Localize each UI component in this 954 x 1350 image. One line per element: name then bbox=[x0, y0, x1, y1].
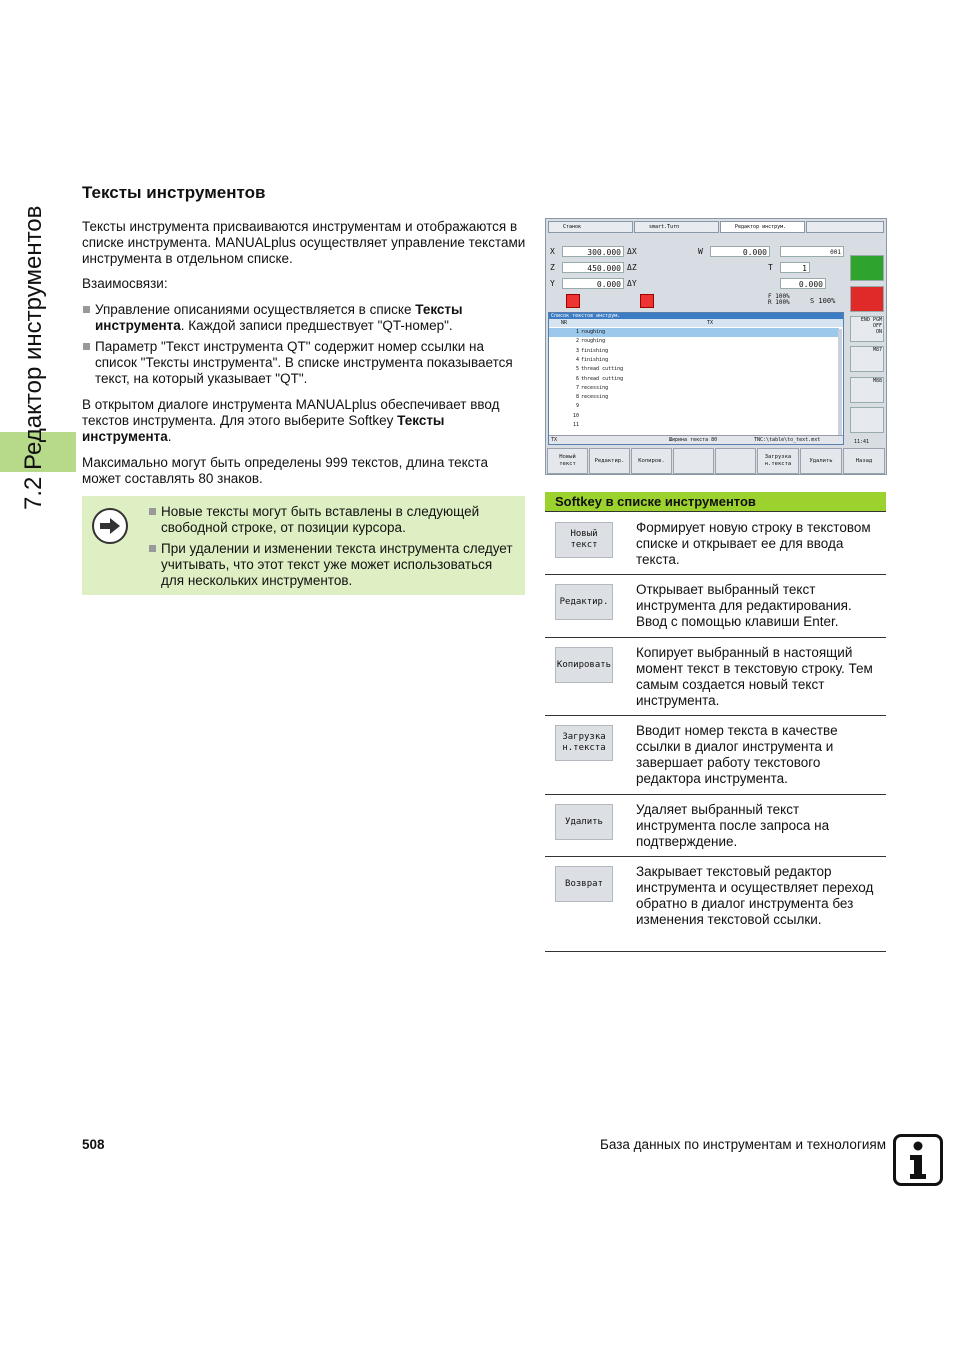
list-item-text: roughing bbox=[581, 329, 606, 335]
list-item[interactable] bbox=[549, 328, 839, 337]
table-row bbox=[545, 795, 886, 857]
spindle-2-icon bbox=[640, 294, 654, 308]
overrides: F 100% R 100% bbox=[768, 293, 790, 306]
list-item[interactable] bbox=[549, 365, 839, 374]
list-scrollbar[interactable] bbox=[838, 329, 842, 435]
softkey-new-text[interactable]: Новый текст bbox=[547, 448, 588, 474]
list-item[interactable] bbox=[549, 337, 839, 346]
list-item-number: 2 bbox=[575, 338, 579, 345]
list-item-number: 8 bbox=[575, 394, 579, 401]
list-item-number: 4 bbox=[575, 356, 579, 363]
bullet-1: Управление описаниями осуществляется в списке Тексты инструмента. Каждой записи предшествует "QT-номер". bbox=[82, 302, 527, 334]
softkey-delete-image: Удалить bbox=[555, 804, 613, 840]
list-item[interactable] bbox=[549, 384, 839, 393]
table-row-description: Удаляет выбранный текст инструмента после запроса на подтверждение. bbox=[636, 802, 830, 849]
table-row bbox=[545, 857, 886, 952]
list-header: NR TX bbox=[549, 319, 843, 327]
chapter-title: 7.2 Редактор инструментов bbox=[20, 205, 47, 510]
softkey-empty-1[interactable] bbox=[673, 448, 714, 474]
note-bullet-1: Новые тексты могут быть вставлены в следующей свободной строке, от позиции курсора. bbox=[148, 504, 518, 536]
tab-smart-turn: smart.Turn bbox=[634, 221, 719, 233]
tool-measure-icon[interactable] bbox=[850, 407, 884, 433]
cycle-stop-icon[interactable] bbox=[850, 286, 884, 312]
list-item[interactable] bbox=[549, 375, 839, 384]
relations-label: Взаимосвязи: bbox=[82, 276, 168, 291]
table-row-description: Копирует выбранный в настоящий момент текст в текстовую строку. Тем самым создается новый текст инструмента. bbox=[636, 645, 873, 708]
list-item-number: 6 bbox=[575, 375, 579, 382]
spindle-override: S 100% bbox=[810, 297, 836, 305]
list-item[interactable] bbox=[549, 412, 839, 421]
softkey-edit[interactable]: Редактир. bbox=[589, 448, 630, 474]
softkey-back[interactable]: Назад bbox=[843, 448, 885, 474]
tool-text-list-window bbox=[548, 312, 844, 445]
tab-tool-editor: Редактор инструм. bbox=[720, 221, 805, 233]
softkey-empty-2[interactable] bbox=[715, 448, 756, 474]
softkey-delete[interactable]: Удалить bbox=[800, 448, 842, 474]
tab-machine: Станок bbox=[548, 221, 633, 233]
list-item-number: 9 bbox=[575, 403, 579, 410]
table-row bbox=[545, 575, 886, 638]
m88-button[interactable]: M88 bbox=[850, 377, 884, 403]
list-item[interactable] bbox=[549, 402, 839, 411]
table-row bbox=[545, 638, 886, 716]
softkey-copy[interactable]: Копиров. bbox=[631, 448, 672, 474]
softkey-new-text-image: Новый текст bbox=[555, 522, 613, 558]
list-item[interactable] bbox=[549, 347, 839, 356]
list-item-text: recessing bbox=[581, 394, 609, 401]
list-item[interactable] bbox=[549, 393, 839, 402]
list-item-number: 7 bbox=[575, 384, 579, 391]
section-title: Тексты инструментов bbox=[82, 183, 266, 202]
page-number: 508 bbox=[82, 1137, 105, 1152]
clock: 11:41 bbox=[854, 439, 870, 445]
bullet-2: Параметр "Текст инструмента QT" содержит номер ссылки на список "Тексты инструмента". В списке инструмента показывается текст, на который указывает "QT". bbox=[82, 339, 527, 387]
table-row bbox=[545, 513, 886, 575]
list-footer: TX Ширина текста 80 TNC:\table\to_text.mxt bbox=[549, 435, 843, 444]
info-icon bbox=[893, 1134, 943, 1186]
list-item-text: thread cutting bbox=[581, 375, 624, 382]
coord-y: Y 0.000 ΔY bbox=[550, 279, 637, 289]
machine-function-panel bbox=[848, 249, 886, 439]
list-item-text: thread cutting bbox=[581, 366, 624, 373]
limit-paragraph: Максимально могут быть определены 999 текстов, длина текста может составлять 80 знаков. bbox=[82, 455, 488, 486]
list-item-text: roughing bbox=[581, 338, 606, 345]
softkey-bar bbox=[546, 448, 886, 475]
list-item-text: finishing bbox=[581, 356, 609, 363]
spindle-icon bbox=[566, 294, 580, 308]
list-item-number: 11 bbox=[572, 422, 579, 428]
list-item-number: 3 bbox=[575, 347, 579, 354]
m87-button[interactable]: M87 bbox=[850, 346, 884, 372]
softkey-edit-image: Редактир. bbox=[555, 584, 613, 620]
cycle-start-icon[interactable] bbox=[850, 255, 884, 281]
footer-title: База данных по инструментам и технологиям bbox=[600, 1137, 886, 1152]
list-item-number: 1 bbox=[575, 329, 579, 335]
list-item-text: finishing bbox=[581, 347, 609, 354]
softkey-back-image: Возврат bbox=[555, 866, 613, 902]
table-row-description: Открывает выбранный текст инструмента для редактирования. Ввод с помощью клавиши Enter. bbox=[636, 582, 852, 629]
tab-extra bbox=[806, 221, 884, 233]
table-row bbox=[545, 716, 886, 795]
table-row-description: Вводит номер текста в качестве ссылки в диалог инструмента и завершает работу текстового редактора инструмента. bbox=[636, 723, 838, 786]
coord-w: W 0.000 bbox=[698, 246, 703, 257]
end-pgm-button[interactable]: END PGM OFF ON bbox=[850, 316, 884, 342]
list-caption: Список текстов инструм. bbox=[549, 313, 843, 319]
table-row-description: Формирует новую строку в текстовом списке и открывает ее для ввода текста. bbox=[636, 520, 871, 567]
softkey-load-text[interactable]: Загрузка н.текста bbox=[757, 448, 799, 474]
list-item-number: 10 bbox=[572, 412, 579, 419]
dialog-paragraph: В открытом диалоге инструмента MANUALplus обеспечивает ввод текстов инструмента. Для этого выберите Softkey Тексты инструмента. bbox=[82, 397, 500, 444]
coord-z: Z 450.000 ΔZ bbox=[550, 263, 637, 273]
table-row-description: Закрывает текстовый редактор инструмента и осуществляет переход обратно в диалог инструмента без изменения текстовой ссылки. bbox=[636, 864, 874, 927]
note-bullet-2: При удалении и изменении текста инструмента следует учитывать, что этот текст уже может использоваться для нескольких инструментов. bbox=[148, 541, 518, 589]
screenshot-tabs bbox=[548, 221, 884, 233]
list-item[interactable] bbox=[549, 421, 839, 430]
softkey-copy-image: Копировать bbox=[555, 647, 613, 683]
list-item-text: recessing bbox=[581, 384, 609, 391]
softkey-table-header: Softkey в списке инструментов bbox=[545, 492, 886, 512]
control-screenshot: Станок smart.Turn Редактор инструм. X 300.000 ΔX Z 450.000 ΔZ Y 0.000 ΔY W 0.000 T 1 0.000 001 F 100% R 100% S 100% Список текстов инструм. NR TX 1 roughing 2 roughing 3 finishing 4 finishing 5 thread cutting 6 thread cutting 7 recessing 8 recessing 9 10 11 TX Ширина текста 80 TNC:\table\to_text.mxt END PGM OFF ON M87 M88 11:41 Новый текст Редактир. Копиров. Загрузка н.текста Удалить Назад bbox=[545, 218, 887, 475]
arrow-right-icon bbox=[92, 508, 128, 544]
note-box bbox=[82, 496, 525, 595]
list-item-number: 5 bbox=[575, 366, 579, 373]
softkey-load-text-image: Загрузка н.текста bbox=[555, 725, 613, 761]
intro-paragraph: Тексты инструмента присваиваются инструментам и отображаются в списке инструмента. MANUALplus осуществляет управление текстами инструмента в отдельном списке. bbox=[82, 219, 526, 266]
list-item[interactable] bbox=[549, 356, 839, 365]
coord-x: X 300.000 ΔX bbox=[550, 247, 637, 257]
coord-t: T 1 bbox=[768, 262, 773, 273]
